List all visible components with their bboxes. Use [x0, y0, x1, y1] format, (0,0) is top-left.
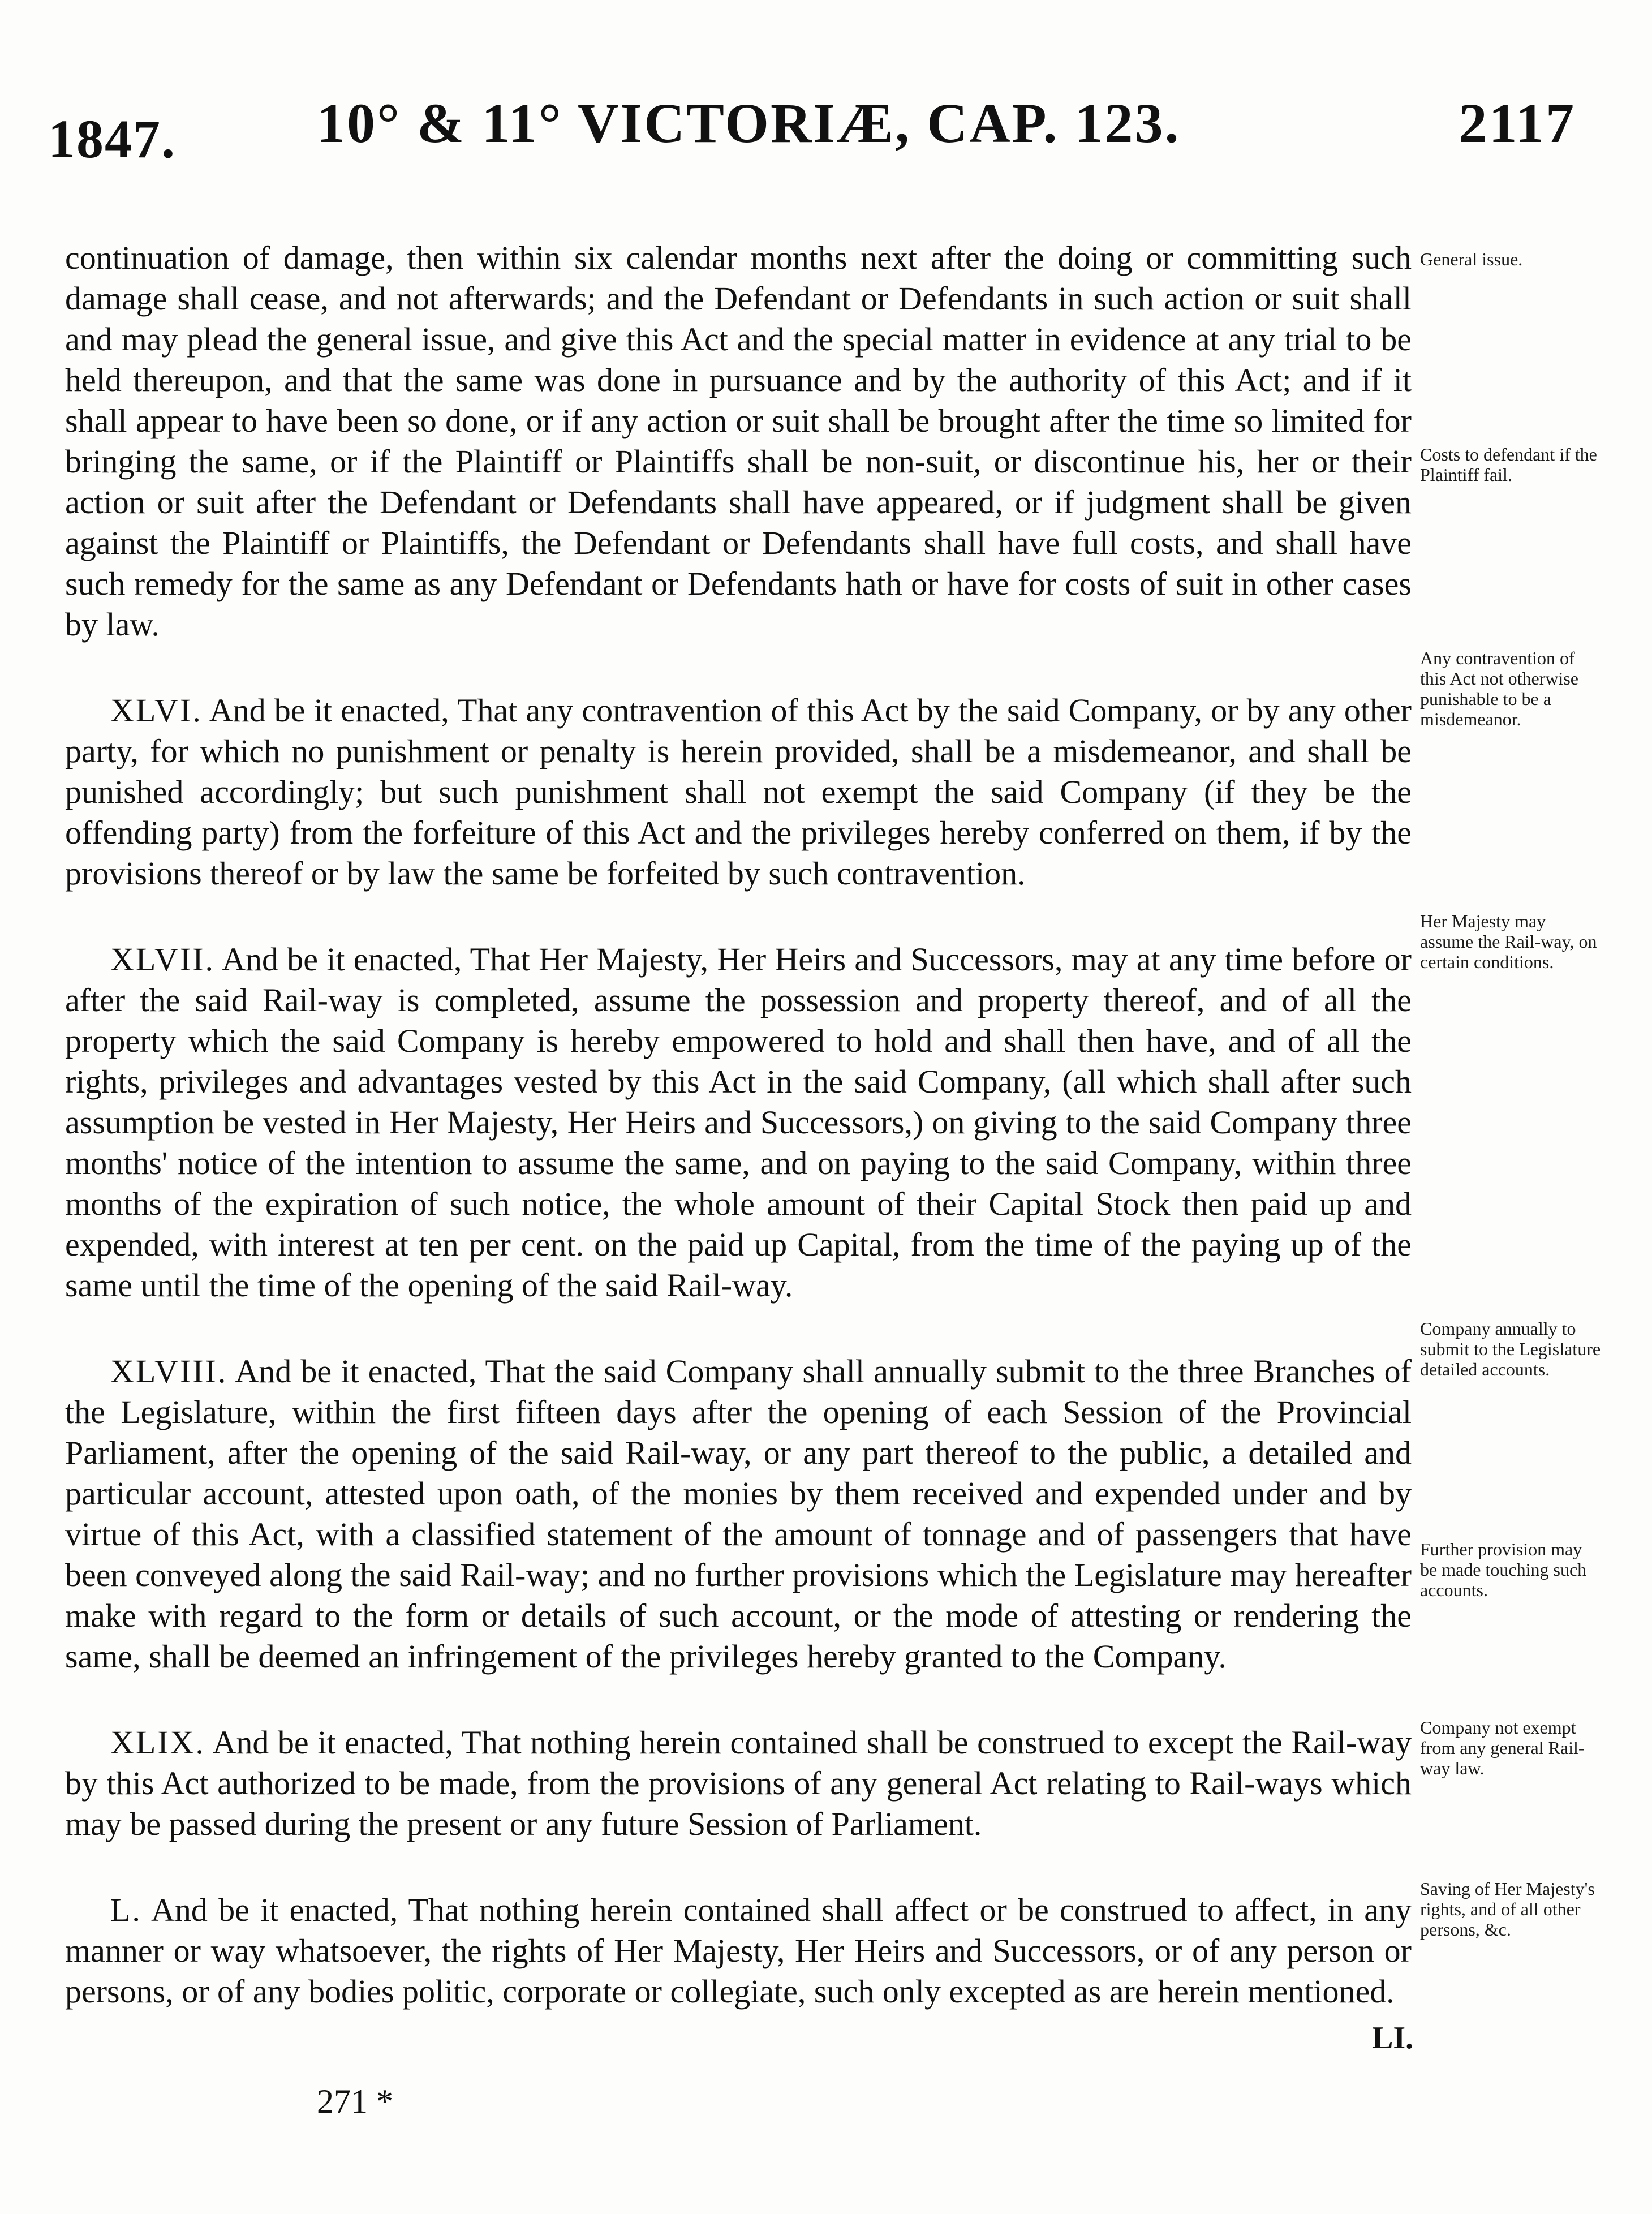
margin-note-costs: Costs to defendant if the Plaintiff fail. [1420, 444, 1597, 485]
section-xlviii [65, 1351, 1412, 1677]
margin-note-accounts: Company annually to submit to the Legislature detailed accounts. [1420, 1318, 1601, 1379]
body-text [65, 238, 1412, 2057]
paragraph-text: And be it enacted, That nothing herein contained shall be construed to except the Rail-way by this Act authorized to be made, from the provisions of any general Act relating to Rail-ways which may be passed during the present or any future Session of Parliament. [65, 1724, 1412, 1842]
section-xlix [65, 1722, 1412, 1845]
paragraph-text: And be it enacted, That nothing herein contained shall affect or be construed to affect, in any manner or way whatsoever, the rights of Her Majesty, Her Heirs and Successors, or of any person or persons, or of any bodies politic, corporate or collegiate, such only excepted as are herein mentioned. [65, 1891, 1412, 2010]
section-numeral: XLVII. [110, 941, 216, 978]
header-year: 1847. [48, 109, 176, 169]
paragraph-text: And be it enacted, That any contravention of this Act by the said Company, or by any other party, for which no punishment or penalty is herein provided, shall be a misdemeanor, and shall be punished accordingly; but such punishment shall not exempt the said Company (if they be the offending party) from the forfeiture of this Act and the privileges hereby conferred on them, if by the provisions thereof or by law the same be forfeited by such contravention. [65, 692, 1412, 892]
header-page-number: 2117 [1459, 92, 1576, 154]
signature-mark: 271 * [317, 2083, 393, 2120]
page-header [48, 91, 1576, 175]
margin-note-general-issue: General issue. [1420, 249, 1523, 269]
section-numeral: XLIX. [110, 1724, 206, 1761]
paragraph-text: And be it enacted, That the said Company shall annually submit to the three Branches of the Legislature, within the first fifteen days after the opening of each Session of the Provincial Parliament, after the opening of the said Rail-way, or any part thereof to the public, a detailed and particular account, attested upon oath, of the monies by them received and expended under and by virtue of this Act, with a classified statement of the amount of tonnage and of passengers that have been conveyed along the said Rail-way; and no further provisions which the Legislature may hereafter make with regard to the form or details of such account, or the mode of attesting or rendering the same, shall be deemed an infringement of the privileges hereby granted to the Company. [65, 1353, 1412, 1675]
section-numeral: L. [110, 1891, 142, 1928]
margin-note-majesty: Her Majesty may assume the Rail-way, on certain conditions. [1420, 911, 1597, 972]
paragraph-continuation [65, 238, 1412, 645]
margin-note-saving: Saving of Her Majesty's rights, and of all other persons, &c. [1420, 1878, 1595, 1940]
section-l [65, 1890, 1412, 2012]
paragraph-text: And be it enacted, That Her Majesty, Her Heirs and Successors, may at any time before or after the said Rail-way is completed, assume the possession and property thereof, and of all the property which the said Company is hereby empowered to hold and shall then have, and of all the rights, privileges and advantages vested by this Act in the said Company, (all which shall after such assumption be vested in Her Majesty, Her Heirs and Successors,) on giving to the said Company three months' notice of the intention to assume the same, and on paying to the said Company, within three months of the expiration of such notice, the whole amount of their Capital Stock then paid up and expended, with interest at ten per cent. on the paid up Capital, from the time of the paying up of the same until the time of the opening of the said Rail-way. [65, 941, 1412, 1304]
header-title: 10° & 11° VICTORIÆ, CAP. 123. [317, 92, 1181, 154]
catchword: LI. [1372, 2020, 1414, 2056]
margin-note-not-exempt: Company not exempt from any general Rail-way law. [1420, 1717, 1585, 1778]
section-numeral: XLVIII. [110, 1353, 228, 1390]
margin-note-contravention: Any contravention of this Act not otherwise punishable to be a misdemeanor. [1420, 648, 1578, 729]
section-xlvi [65, 690, 1412, 894]
section-xlvii [65, 939, 1412, 1306]
paragraph-text: continuation of damage, then within six calendar months next after the doing or committing such damage shall cease, and not afterwards; and the Defendant or Defendants in such action or suit shall and may plead the general issue, and give this Act and the special matter in evidence at any trial to be held thereupon, and that the same was done in pursuance and by the authority of this Act; and if it shall appear to have been so done, or if any action or suit shall be brought after the time so limited for bringing the same, or if the Plaintiff or Plaintiffs shall be non-suit, or discontinue his, her or their action or suit after the Defendant or Defendants shall have appeared, or if judgment shall be given against the Plaintiff or Plaintiffs, the Defendant or Defendants shall have full costs, and shall have such remedy for the same as any Defendant or Defendants hath or have for costs of suit in other cases by law. [65, 239, 1412, 643]
margin-note-further: Further provision may be made touching such accounts. [1420, 1539, 1587, 1600]
section-numeral: XLVI. [110, 692, 203, 729]
